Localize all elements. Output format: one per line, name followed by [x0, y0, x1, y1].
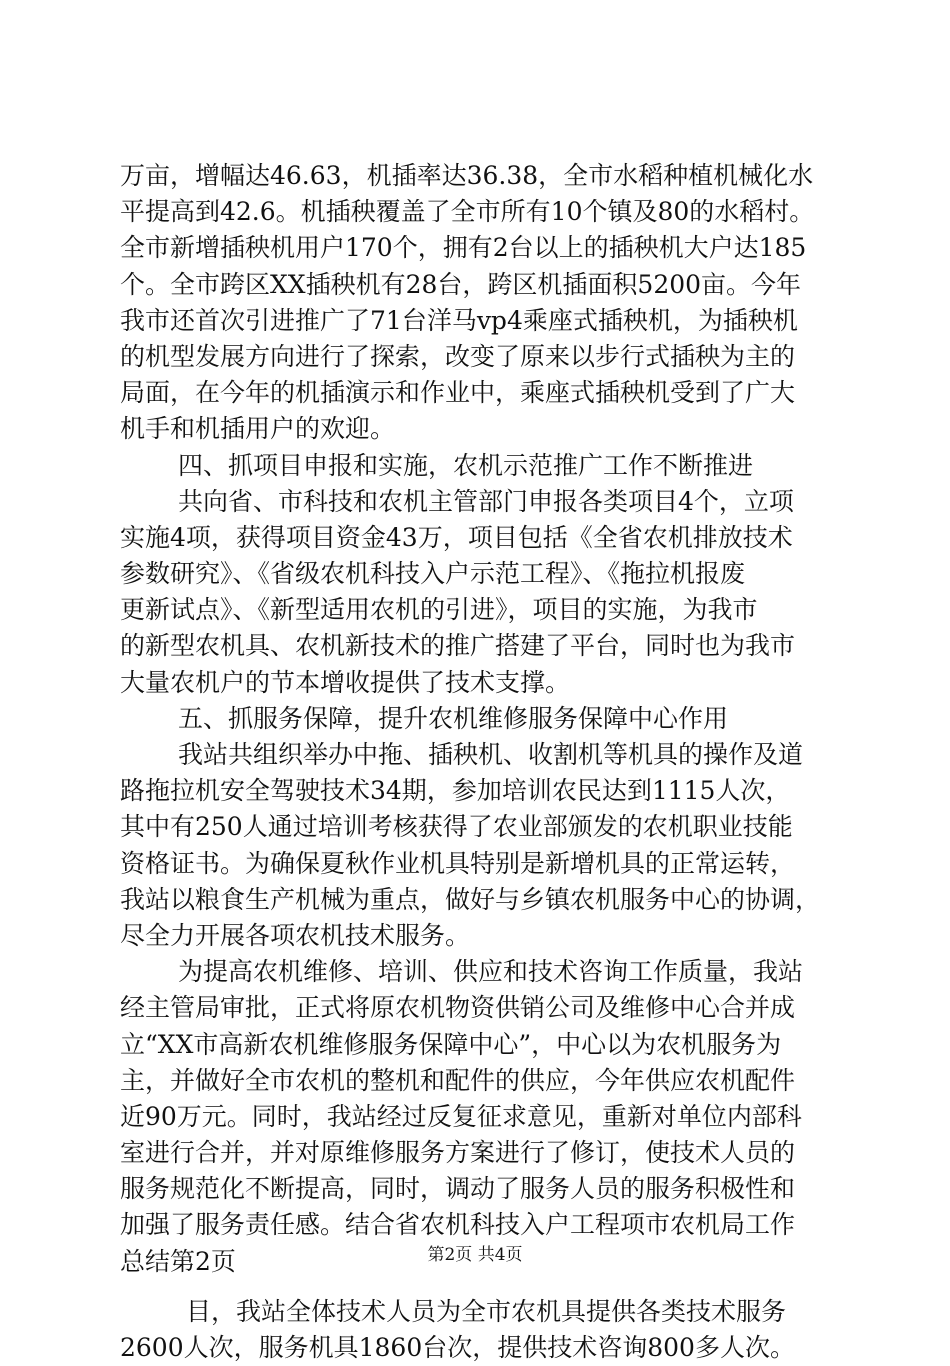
- text-line: 资格证书。为确保夏秋作业机具特别是新增机具的正常运转，: [120, 848, 796, 878]
- text-line: 我站以粮食生产机械为重点，做好与乡镇农机服务中心的协调，: [120, 884, 821, 914]
- text-line: 路拖拉机安全驾驶技术34期，参加培训农民达到1115人次，: [120, 776, 791, 806]
- text-line: 服务规范化不断提高，同时，调动了服务人员的服务积极性和: [120, 1174, 796, 1204]
- text-line: 尽全力开展各项农机技术服务。: [120, 920, 471, 950]
- text-line: 我站共组织举办中拖、插秧机、收割机等机具的操作及道: [178, 740, 804, 769]
- text-line: 参数研究》、《省级农机科技入户示范工程》、《拖拉机报废: [120, 559, 746, 589]
- text-line: 加强了服务责任感。结合省农机科技入户工程项市农机局工作: [120, 1210, 796, 1240]
- text-line: 近90万元。同时，我站经过反复征求意见，重新对单位内部科: [120, 1101, 802, 1131]
- text-line: 经主管局审批，正式将原农机物资供销公司及维修中心合并成: [120, 993, 796, 1023]
- paragraph-gap: [120, 1280, 835, 1294]
- text-line: 为提高农机维修、培训、供应和技术咨询工作质量，我站: [178, 957, 804, 987]
- text-line: 实施4项，获得项目资金43万，项目包括《全省农机排放技术: [120, 522, 793, 552]
- text-line: 我市还首次引进推广了71台洋马vp4乘座式插秧机，为插秧机: [120, 305, 798, 335]
- text-line: 的机型发展方向进行了探索，改变了原来以步行式插秧为主的: [120, 341, 796, 371]
- section-heading-5: 五、抓服务保障，提升农机维修服务保障中心作用: [178, 703, 729, 733]
- text-line: 2600人次，服务机具1860台次，提供技术咨询800多人次。: [120, 1333, 795, 1362]
- text-line: 机手和机插用户的欢迎。: [120, 414, 396, 444]
- text-line: 的新型农机具、农机新技术的推广搭建了平台，同时也为我市: [120, 631, 796, 661]
- text-line: 室进行合并，并对原维修服务方案进行了修订，使技术人员的: [120, 1138, 796, 1168]
- text-line: 共向省、市科技和农机主管部门申报各类项目4个，立项: [178, 486, 794, 516]
- text-line: 局面，在今年的机插演示和作业中，乘座式插秧机受到了广大: [120, 378, 796, 408]
- text-line: 总结第2页: [120, 1246, 236, 1276]
- text-line: 万亩，增幅达46.63，机插率达36.38，全市水稻种植机械化水: [120, 161, 814, 190]
- text-line: 大量农机户的节本增收提供了技术支撑。: [120, 667, 571, 697]
- text-line: 更新试点》、《新型适用农机的引进》，项目的实施，为我市: [120, 595, 758, 625]
- document-body: [120, 158, 835, 1366]
- section-heading-4: 四、抓项目申报和实施，农机示范推广工作不断推进: [178, 450, 754, 480]
- text-line: 立“XX市高新农机维修服务保障中心”，中心以为农机服务为: [120, 1029, 782, 1059]
- page-footer: 第2页 共4页: [427, 1245, 523, 1265]
- text-line: 主，并做好全市农机的整机和配件的供应，今年供应农机配件: [120, 1065, 796, 1095]
- text-line: 全市新增插秧机用户170个，拥有2台以上的插秧机大户达185: [120, 233, 807, 263]
- text-line: 目，我站全体技术人员为全市农机具提供各类技术服务: [186, 1296, 787, 1326]
- text-line: 个。全市跨区XX插秧机有28台，跨区机插面积5200亩。今年: [120, 269, 802, 299]
- text-line: 平提高到42.6。机插秧覆盖了全市所有10个镇及80的水稻村。: [120, 197, 815, 227]
- text-line: 其中有250人通过培训考核获得了农业部颁发的农机职业技能: [120, 812, 793, 842]
